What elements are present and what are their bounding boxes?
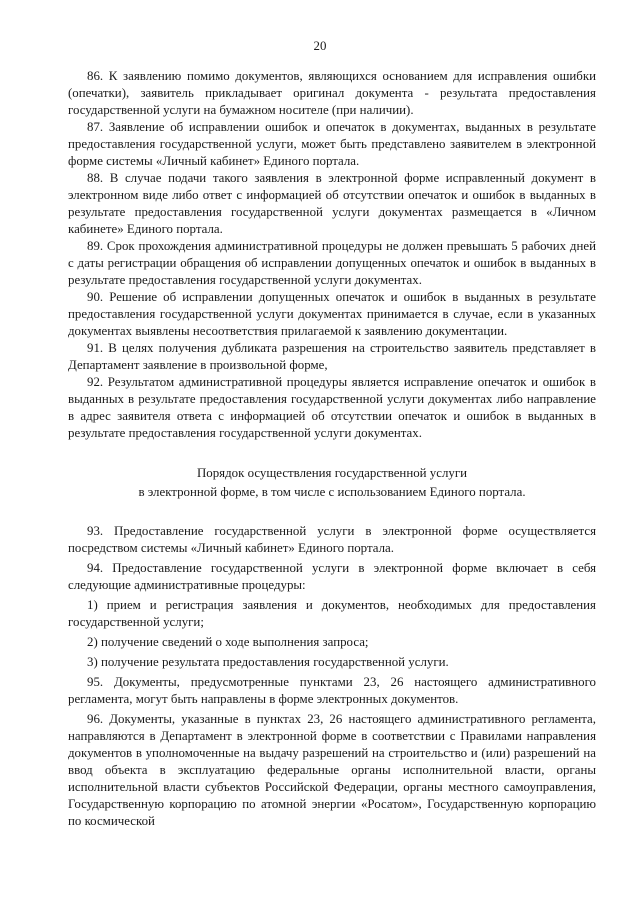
page-number: 20 (313, 39, 327, 53)
paragraph-94: 94. Предоставление государственной услуги в электронной форме включает в себя следующие административные процедуры: (68, 561, 596, 592)
document-body (68, 68, 596, 830)
section-heading-line-2: в электронной форме, в том числе с использованием Единого портала. (138, 485, 526, 499)
section-heading (68, 464, 596, 502)
paragraph-91: 91. В целях получения дубликата разрешения на строительство заявитель представляет в Департамент заявление в произвольной форме, (68, 341, 596, 372)
procedure-item-2: 2) получение сведений о ходе выполнения запроса; (87, 635, 369, 649)
paragraph-86: 86. К заявлению помимо документов, являющихся основанием для исправления ошибки (опечатки), заявитель прикладывает оригинал документа - результата предоставления государственной услуги на бумажном носителе (при наличии). (68, 69, 596, 117)
procedure-item-1: 1) прием и регистрация заявления и документов, необходимых для предоставления государственной услуги; (68, 598, 596, 629)
paragraph-89: 89. Срок прохождения административной процедуры не должен превышать 5 рабочих дней с даты регистрации обращения об исправлении допущенных опечаток и ошибок в выданных в результате предоставления государственной услуги документах. (68, 239, 596, 287)
paragraph-95: 95. Документы, предусмотренные пунктами 23, 26 настоящего административного регламента, могут быть направлены в форме электронных документов. (68, 675, 596, 706)
paragraph-92: 92. Результатом административной процедуры является исправление опечаток и ошибок в выданных в результате предоставления государственной услуги документах либо направление в адрес заявителя ответа с информацией об отсутствии опечаток и ошибок в выданных в результате предоставления государственной услуги документах. (68, 375, 596, 440)
paragraph-93: 93. Предоставление государственной услуги в электронной форме осуществляется посредством системы «Личный кабинет» Единого портала. (68, 524, 596, 555)
paragraph-96: 96. Документы, указанные в пунктах 23, 26 настоящего административного регламента, направляются в Департамент в электронной форме в соответствии с Правилами направления документов в уполномоченные на выдачу разрешений на строительство и (или) разрешений на ввод объекта в эксплуатацию федеральные органы исполнительной власти, органы исполнительной власти субъектов Российской Федерации, органы местного самоуправления, Государственную корпорацию по атомной энергии «Росатом», Государственную корпорацию по космической (68, 712, 596, 828)
procedure-item-3: 3) получение результата предоставления государственной услуги. (87, 655, 449, 669)
section-heading-line-1: Порядок осуществления государственной услуги (196, 466, 468, 480)
paragraph-88: 88. В случае подачи такого заявления в электронной форме исправленный документ в электронном виде либо ответ с информацией об отсутствии опечаток и ошибок в выданных в результате предоставления государственной услуги документах размещается в «Личном кабинете» Единого портала. (68, 171, 596, 236)
paragraph-90: 90. Решение об исправлении допущенных опечаток и ошибок в выданных в результате предоставления государственной услуги документах принимается в случае, если в указанных документах выявлены несоответствия прилагаемой к заявлению документации. (68, 290, 596, 338)
paragraph-87: 87. Заявление об исправлении ошибок и опечаток в документах, выданных в результате предоставления государственной услуги, может быть представлено заявителем в электронной форме системы «Личный кабинет» Единого портала. (68, 120, 596, 168)
